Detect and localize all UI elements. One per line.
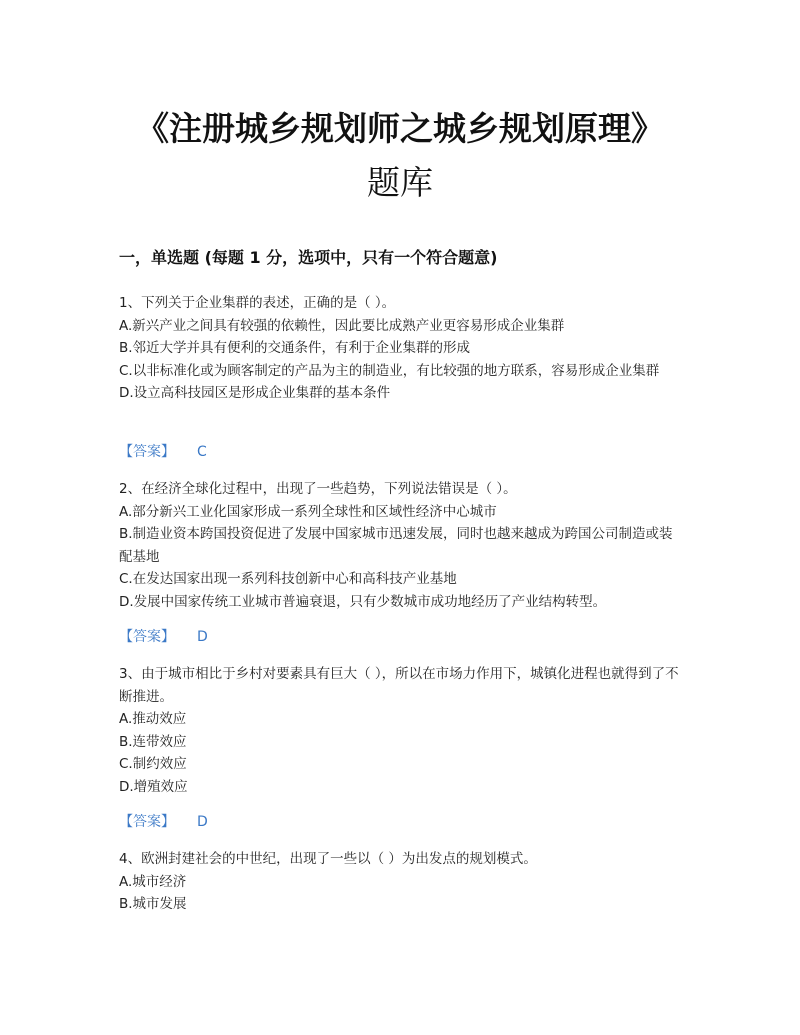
- option-a: A.新兴产业之间具有较强的依赖性，因此要比成熟产业更容易形成企业集群: [119, 317, 565, 334]
- option-d: D.设立高科技园区是形成企业集群的基本条件: [119, 385, 391, 401]
- answer-label: 【答案】: [119, 814, 175, 830]
- question-stem: 4、欧洲封建社会的中世纪，出现了一些以（ ）为出发点的规划模式。: [119, 851, 537, 867]
- option-b: B.连带效应: [119, 733, 187, 750]
- question-1: [119, 292, 685, 405]
- answer-label: 【答案】: [119, 444, 175, 460]
- option-a: A.部分新兴工业化国家形成一系列全球性和区域性经济中心城市: [119, 503, 497, 520]
- question-2: [119, 478, 685, 613]
- document-title: 《注册城乡规划师之城乡规划原理》: [136, 109, 664, 148]
- answer-value: D: [197, 814, 208, 830]
- answer-2: [119, 626, 208, 648]
- question-stem: 2、在经济全球化过程中，出现了一些趋势，下列说法错误是（ ）。: [119, 481, 517, 497]
- document-subtitle: 题库: [367, 163, 433, 202]
- answer-1: [119, 441, 207, 463]
- option-a: A.城市经济: [119, 873, 187, 890]
- option-d: D.增殖效应: [119, 778, 188, 795]
- option-b: B.制造业资本跨国投资促进了发展中国家城市迅速发展，同时也越来越成为跨国公司制造或装配基地: [119, 526, 673, 565]
- question-3: [119, 663, 685, 798]
- answer-value: D: [197, 629, 208, 645]
- section-heading: 一，单选题 (每题 1 分，选项中，只有一个符合题意): [119, 248, 498, 267]
- option-c: C.在发达国家出现一系列科技创新中心和高科技产业基地: [119, 571, 457, 587]
- question-stem: 1、下列关于企业集群的表述，正确的是（ ）。: [119, 295, 396, 311]
- answer-value: C: [197, 444, 207, 460]
- option-b: B.城市发展: [119, 896, 187, 912]
- option-a: A.推动效应: [119, 711, 187, 727]
- option-b: B.邻近大学并具有便利的交通条件，有利于企业集群的形成: [119, 340, 471, 356]
- answer-label: 【答案】: [119, 629, 175, 645]
- question-stem: 3、由于城市相比于乡村对要素具有巨大（ ），所以在市场力作用下，城镇化进程也就得到了不断推进。: [119, 666, 679, 705]
- option-c: C.以非标准化或为顾客制定的产品为主的制造业，有比较强的地方联系，容易形成企业集群: [119, 362, 660, 379]
- answer-3: [119, 811, 208, 833]
- option-c: C.制约效应: [119, 756, 187, 772]
- option-d: D.发展中国家传统工业城市普遍衰退，只有少数城市成功地经历了产业结构转型。: [119, 593, 607, 610]
- question-4: [119, 848, 685, 916]
